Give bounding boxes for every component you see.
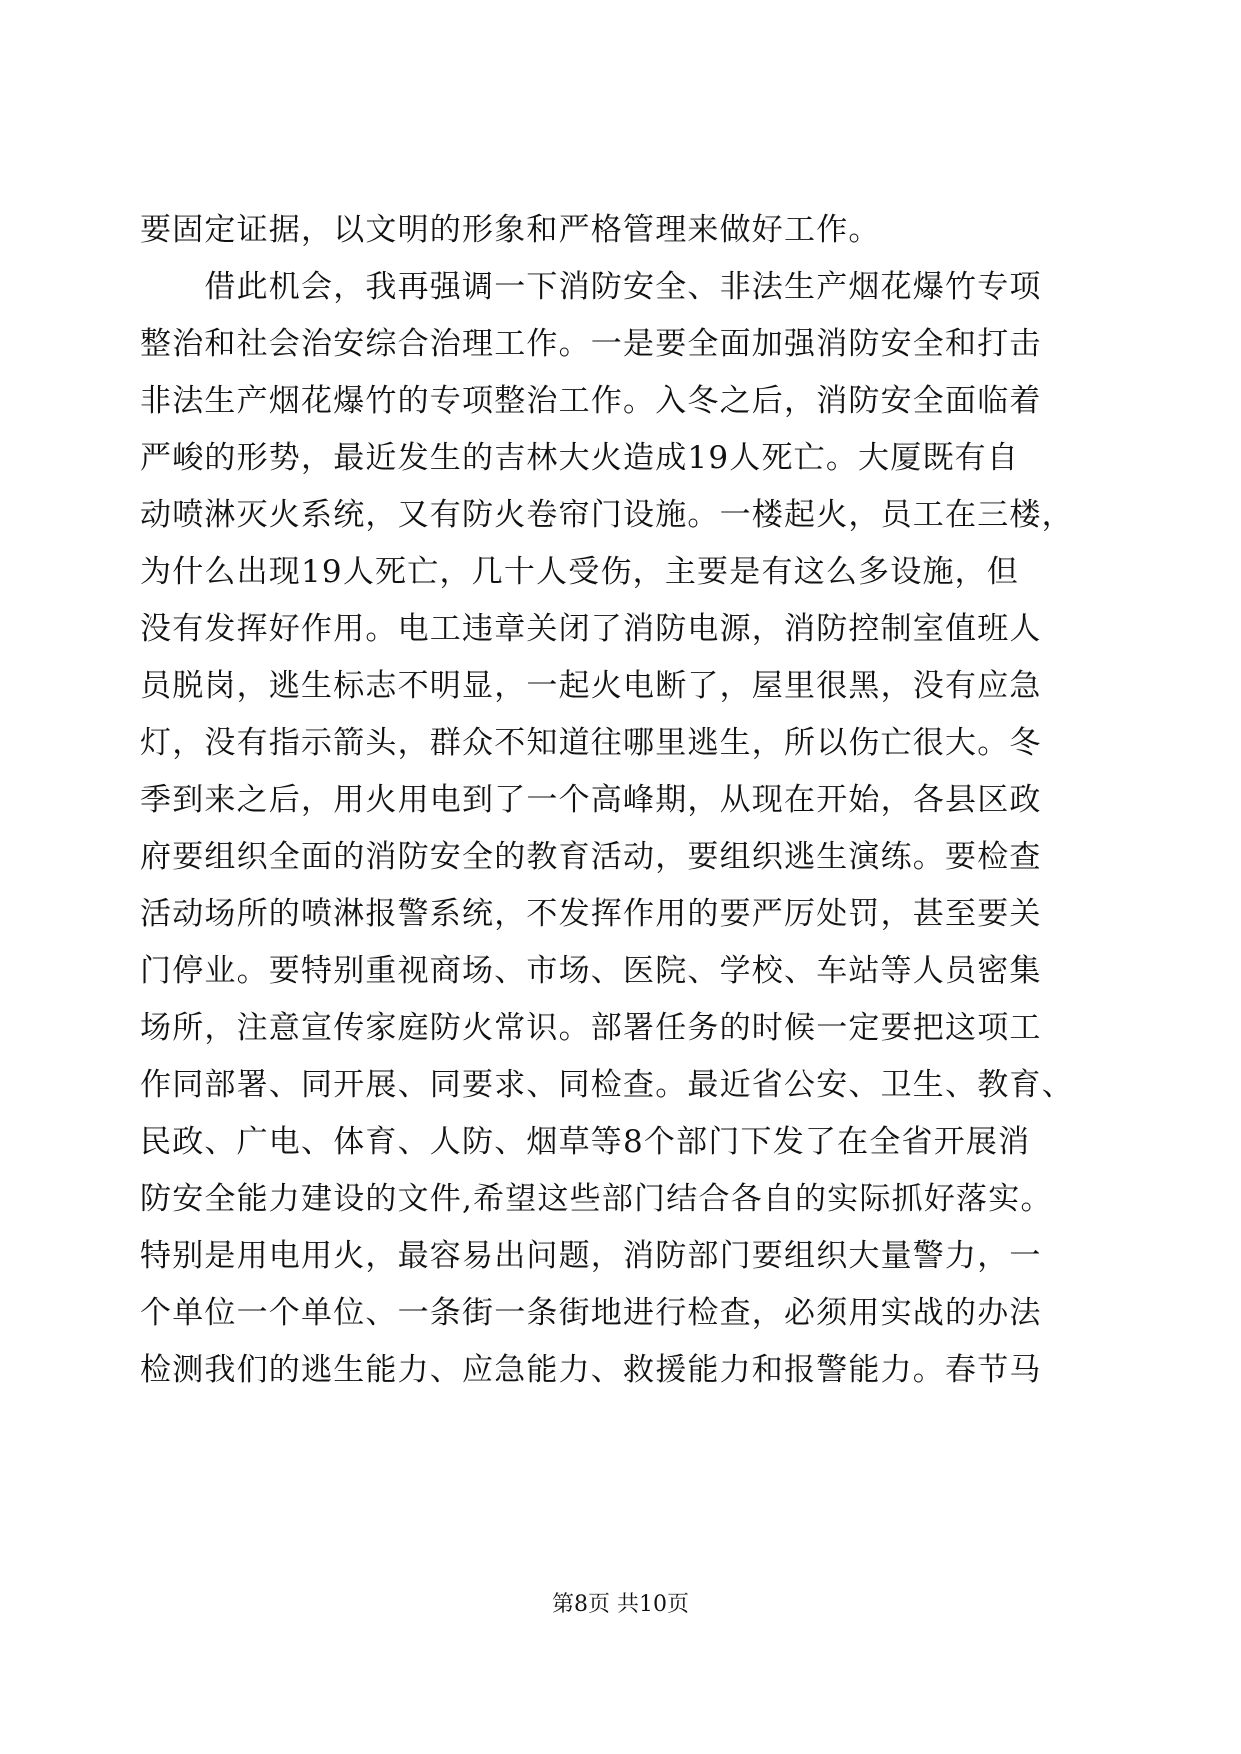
text-line: 季到来之后，用火用电到了一个高峰期，从现在开始，各县区政 (140, 782, 1042, 818)
text-line: 严峻的形势，最近发生的吉林大火造成19人死亡。大厦既有自 (140, 440, 1020, 476)
text-line: 灯，没有指示箭头，群众不知道往哪里逃生，所以伤亡很大。冬 (140, 725, 1042, 761)
text-line: 借此机会，我再强调一下消防安全、非法生产烟花爆竹专项 (140, 269, 1042, 305)
text-line: 场所，注意宣传家庭防火常识。部署任务的时候一定要把这项工 (140, 1010, 1042, 1046)
text-line: 特别是用电用火，最容易出问题，消防部门要组织大量警力，一 (140, 1238, 1042, 1274)
text-line: 活动场所的喷淋报警系统，不发挥作用的要严厉处罚，甚至要关 (140, 896, 1042, 932)
text-line: 整治和社会治安综合治理工作。一是要全面加强消防安全和打击 (140, 326, 1042, 362)
text-line: 为什么出现19人死亡，几十人受伤，主要是有这么多设施，但 (140, 554, 1020, 590)
text-line: 个单位一个单位、一条街一条街地进行检查，必须用实战的办法 (140, 1295, 1042, 1331)
text-line: 非法生产烟花爆竹的专项整治工作。入冬之后，消防安全面临着 (140, 383, 1042, 419)
text-line: 防安全能力建设的文件,希望这些部门结合各自的实际抓好落实。 (140, 1181, 1053, 1217)
text-line: 作同部署、同开展、同要求、同检查。最近省公安、卫生、教育、 (140, 1067, 1074, 1103)
text-line: 要固定证据，以文明的形象和严格管理来做好工作。 (140, 212, 881, 248)
text-line: 门停业。要特别重视商场、市场、医院、学校、车站等人员密集 (140, 953, 1042, 989)
text-line: 民政、广电、体育、人防、烟草等8个部门下发了在全省开展消 (140, 1124, 1031, 1160)
text-line: 检测我们的逃生能力、应急能力、救援能力和报警能力。春节马 (140, 1352, 1042, 1388)
text-line: 员脱岗，逃生标志不明显，一起火电断了，屋里很黑，没有应急 (140, 668, 1042, 704)
text-line: 没有发挥好作用。电工违章关闭了消防电源，消防控制室值班人 (140, 611, 1042, 647)
text-line: 动喷淋灭火系统，又有防火卷帘门设施。一楼起火，员工在三楼， (140, 497, 1074, 533)
page-number-footer: 第8页 共10页 (552, 1592, 689, 1617)
text-line: 府要组织全面的消防安全的教育活动，要组织逃生演练。要检查 (140, 839, 1042, 875)
